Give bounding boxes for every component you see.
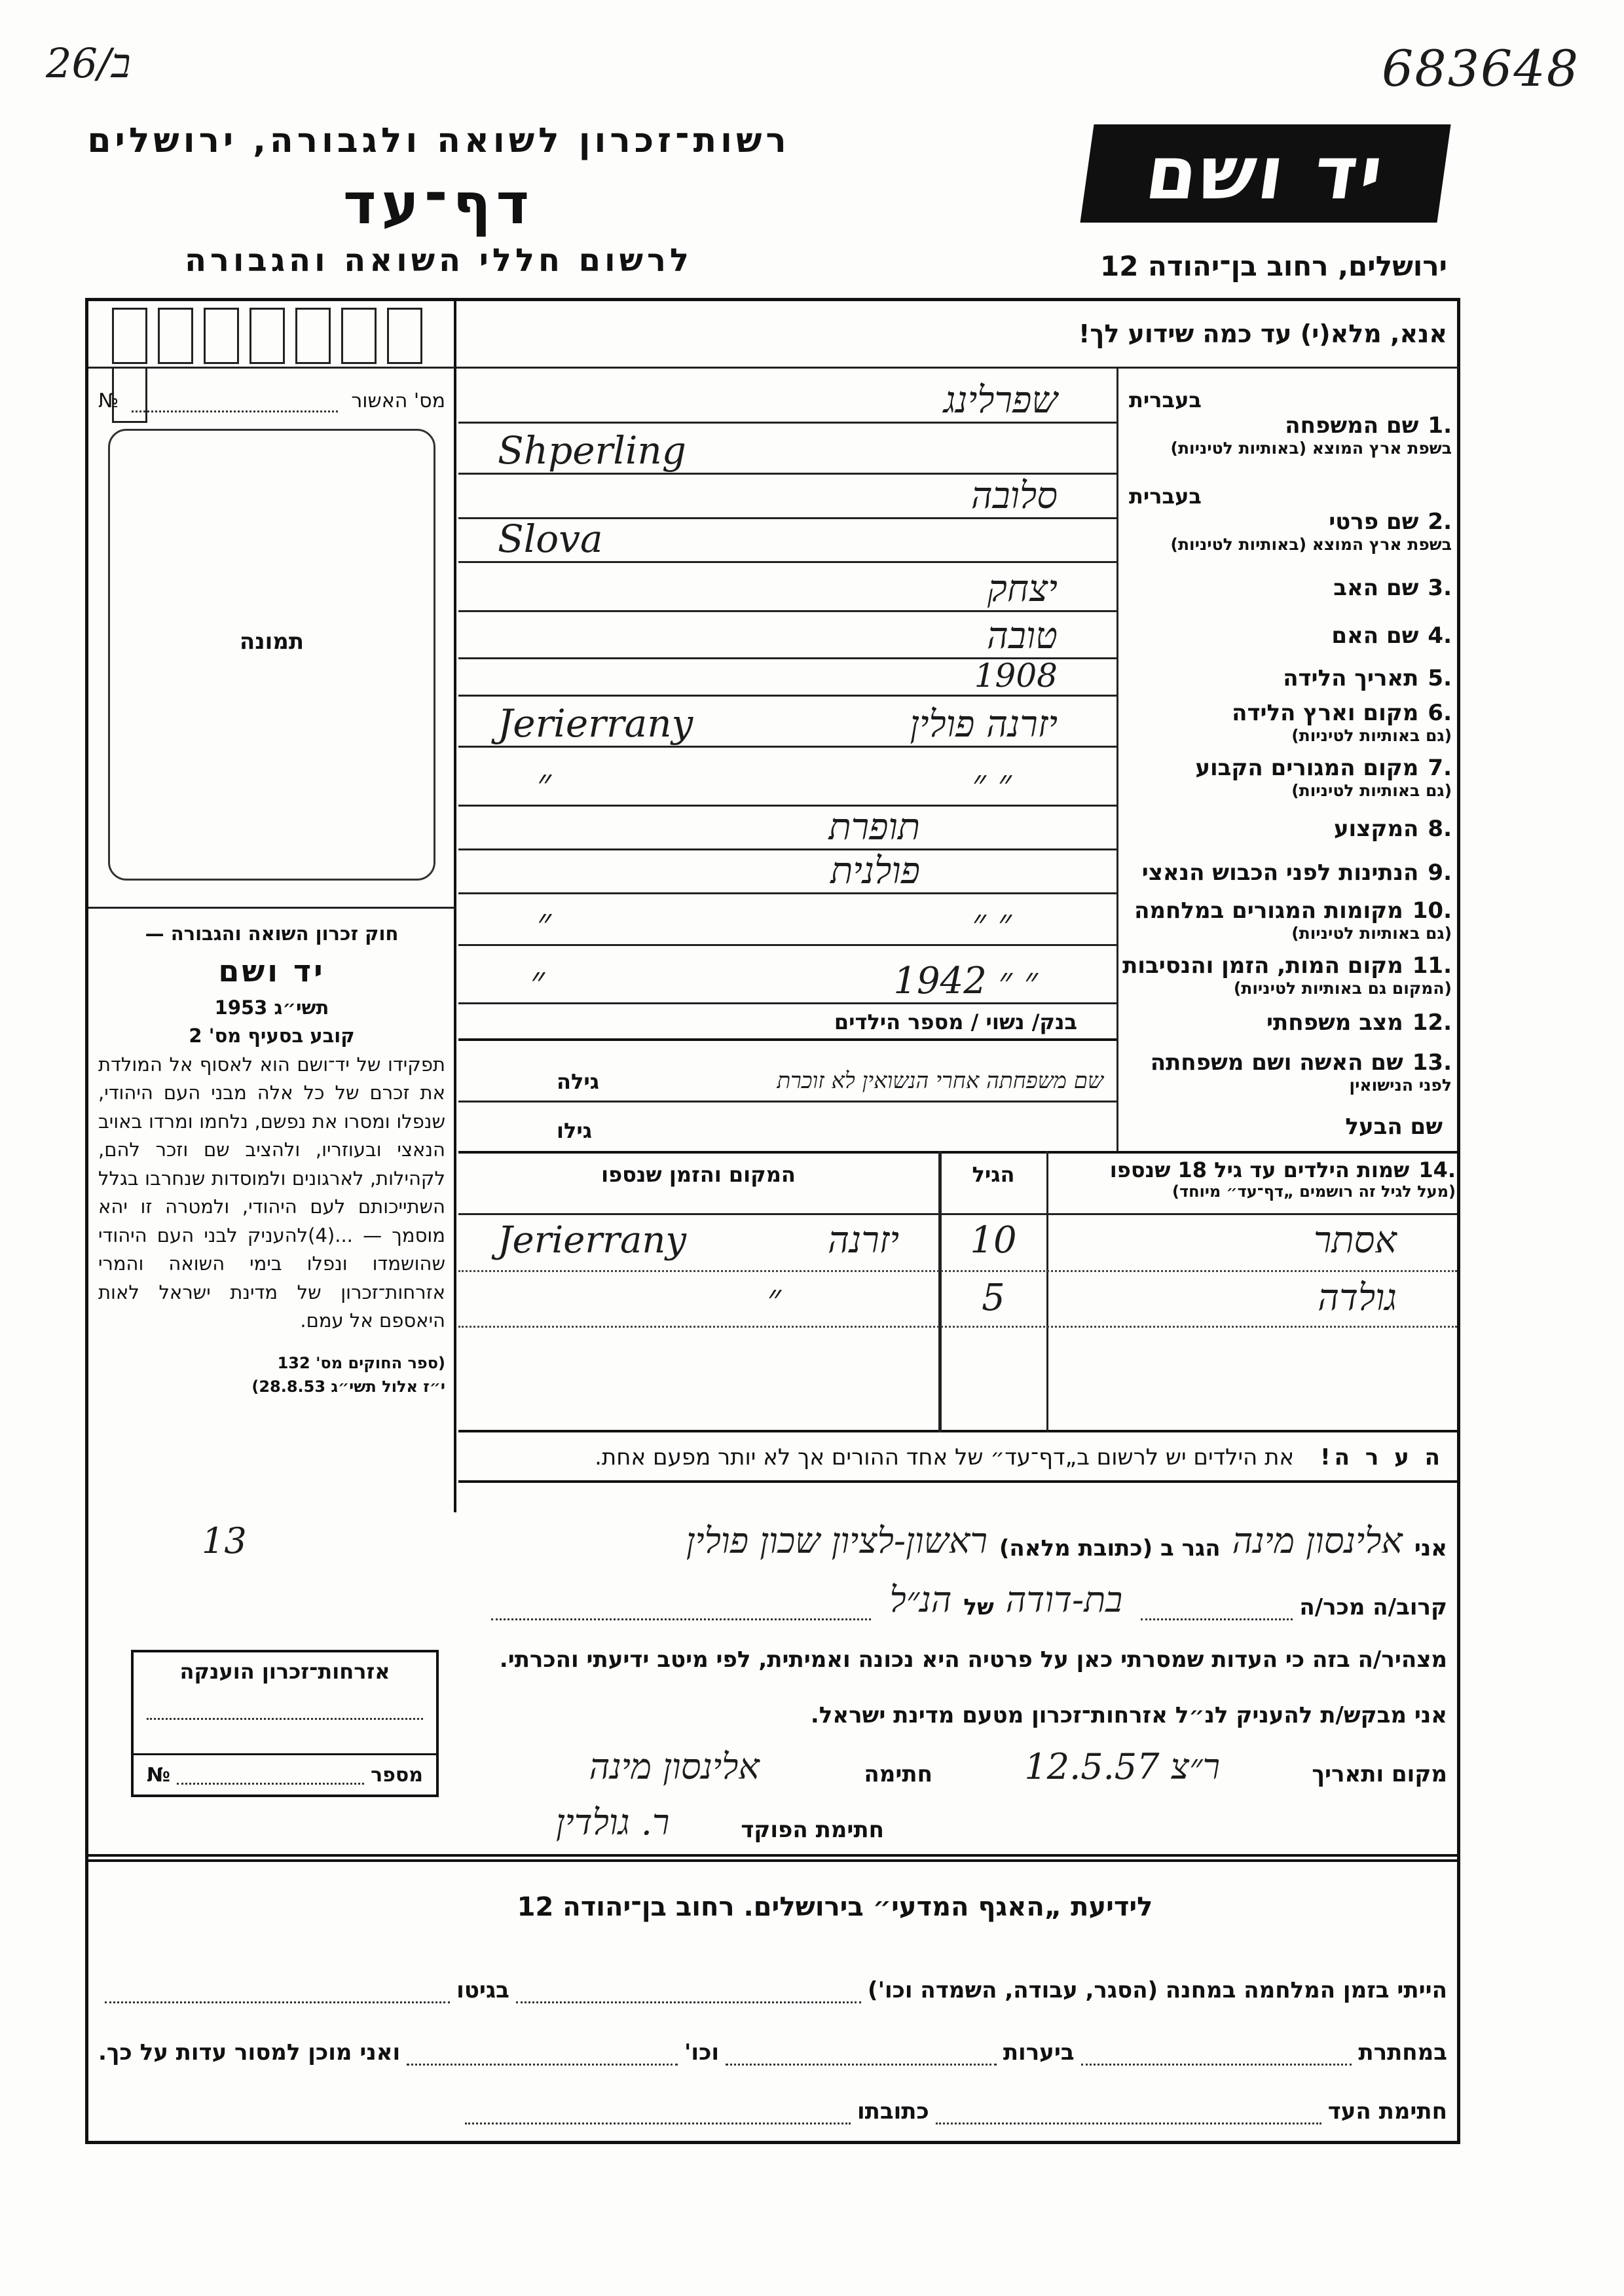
child-name: אסתר: [1313, 1219, 1397, 1262]
section-separator: [88, 1854, 1457, 1862]
witness-address: ראשון-לציון שכון פולין: [686, 1520, 987, 1561]
field-label: מצב משפחתי: [1266, 1010, 1403, 1036]
field-number: 3.: [1428, 574, 1452, 601]
field-number: 9.: [1428, 859, 1452, 886]
wartime-residence-latin-value: ״: [537, 900, 552, 944]
relation-label: קרוב/ה מכר/ה: [1299, 1594, 1447, 1620]
authority-name: רשות־זכרון לשואה ולגבורה, ירושלים: [87, 121, 790, 160]
divider: [88, 907, 455, 909]
father-name-line: [458, 563, 1116, 612]
family-name-hebrew-value: שפרלינג: [943, 379, 1058, 422]
birthplace-hebrew-value: יזרנה פולין: [910, 703, 1058, 746]
first-name-latin-line: [458, 519, 1116, 563]
officer-signature-line: [485, 1794, 884, 1843]
field-sublabel: לפני הנישואין: [1349, 1075, 1452, 1095]
permanent-residence-latin-value: ״: [537, 760, 552, 805]
dotted-fill-line: [726, 2043, 997, 2066]
field-wartime-residence-label: [1120, 894, 1457, 946]
field-number: 11.: [1412, 953, 1452, 979]
mother-name-line: [458, 612, 1116, 659]
dotted-fill-line: [936, 2102, 1321, 2124]
witness-address-label: כתובתו: [857, 2098, 929, 2124]
place-date-label: מקום ותאריך: [1312, 1761, 1447, 1787]
field-husband-name-label: [1120, 1102, 1457, 1151]
death-line: [458, 946, 1116, 1004]
field-label: מקום וארץ הלידה: [1232, 699, 1419, 726]
law-excerpt: [98, 920, 445, 1503]
declaration-signature-line: [485, 1735, 1447, 1787]
approval-number-line: [98, 380, 445, 412]
field-sublabel: (גם באותיות לטיניות): [1291, 725, 1452, 745]
wartime-residence-line: [458, 894, 1116, 946]
camp-text: הייתי בזמן המלחמה במחנה (הסגר, עבודה, השמדה וכו'): [868, 1977, 1447, 2003]
etc-label: וכו': [684, 2039, 720, 2066]
death-latin-value: ״: [530, 958, 545, 1002]
declaration-witness-line: [190, 1512, 1447, 1561]
children-place-header: המקום והזמן שנספו: [601, 1162, 796, 1187]
wartime-residence-hebrew-value: ״ ״: [972, 902, 1012, 944]
underground-label: במחתרת: [1358, 2039, 1447, 2066]
signature-label: חתימה: [864, 1761, 932, 1787]
permanent-residence-line: [458, 748, 1116, 807]
dotted-fill-line: [407, 2043, 678, 2066]
nationality-line: [458, 850, 1116, 894]
birth-date-line: [458, 659, 1116, 697]
field-number: 2.: [1428, 509, 1452, 535]
child-age: 5: [982, 1277, 1005, 1319]
note-text: את הילדים יש לרשום ב„דף־עד״ של אחד ההורים אך לא יותר מפעם אחת.: [595, 1444, 1295, 1470]
birth-date-value: 1908: [974, 657, 1058, 695]
children-names-header-sub: (מעל לגיל זה רושמים „דף־עד״ מיוחד): [1172, 1182, 1456, 1201]
children-names-header-text: שמות הילדים עד גיל 18 שנספו: [1109, 1157, 1410, 1182]
child-place-latin: Jerierrany: [498, 1219, 687, 1262]
dotted-fill-line: [147, 1698, 423, 1720]
photo-label: תמונה: [239, 629, 304, 655]
first-name-hebrew-line: [458, 475, 1116, 519]
field-number: 10.: [1412, 898, 1452, 924]
birthplace-line: [458, 697, 1116, 748]
dotted-fill-line: [1081, 2043, 1352, 2066]
law-text: תפקידו של יד־ושם הוא לאסוף אל המולדת את זכרם של כל אלה מבני העם היהודי, שנפלו ומסרו את נפשם, נלחמו ומרדו באויב הנאצי ובעוזריו, ולהציב שם וזכר להם, לקהילות, לארגונים ולמוסדות שנחרבו בגלל השתייכותם לעם היהודי, ולמטרה זו יהא מוסמך — ...(4)להעניק לבני העם היהודי שהושמדו ונפלו בימי השואה והמרי אזרחות־זכרון של מדינת ישראל לאות היאספם אל עמם.: [98, 1053, 445, 1332]
witness-address-number: 13: [202, 1520, 247, 1561]
field-label: שם פרטי: [1329, 509, 1419, 535]
dotted-fill-line: [491, 1598, 871, 1620]
officer-signature: ר. גולדין: [555, 1802, 670, 1843]
memorial-citizenship-box: [131, 1650, 439, 1797]
field-label: שם האב: [1333, 574, 1419, 601]
testify-text: ואני מוכן למסור עדות על כך.: [98, 2039, 401, 2066]
field-nationality-label: [1120, 850, 1457, 894]
officer-label: חתימת הפוקד: [741, 1817, 884, 1843]
divider: [1116, 367, 1118, 1151]
husband-name-line: [458, 1102, 1116, 1151]
field-label: הנתינות לפני הכבוש הנאצי: [1141, 859, 1419, 886]
law-clause: קובע בסעיף מס' 2: [189, 1025, 355, 1047]
field-label: מקום המות, הזמן והנסיבות: [1122, 953, 1403, 979]
children-age-header: הגיל: [972, 1162, 1015, 1187]
field-label: תאריך הלידה: [1283, 665, 1419, 691]
family-name-hebrew-line: [458, 370, 1116, 424]
father-name-value: יצחק: [987, 568, 1058, 610]
field-sublabel: (המקום גם באותיות לטיניות): [1233, 979, 1452, 998]
field-number: 5.: [1428, 665, 1452, 691]
child-place-hebrew: ״: [767, 1277, 781, 1319]
field-birth-date-label: [1120, 659, 1457, 697]
field-father-name-label: [1120, 563, 1457, 612]
field-label: שם הבעל: [1345, 1114, 1443, 1140]
field-sublabel: (גם באותיות לטיניות): [1291, 780, 1452, 800]
children-names-header: [1050, 1157, 1456, 1213]
field-label: שם המשפחה: [1285, 412, 1419, 439]
field-number: 12.: [1412, 1010, 1452, 1036]
husband-age-label: גילו: [557, 1118, 593, 1143]
photo-frame: [108, 429, 435, 881]
family-status-options: בנק/ נשוי / מספר הילדים: [834, 1010, 1077, 1034]
field-profession-label: [1120, 807, 1457, 850]
ghetto-label: בגיטו: [456, 1977, 509, 2003]
wife-age-label: גילה: [557, 1069, 600, 1094]
declaration-statement: [458, 1633, 1447, 1673]
field-number: 8.: [1428, 815, 1452, 842]
child-name: גולדה: [1318, 1277, 1397, 1319]
request-text: אני מבקש/ת להעניק לנ״ל אזרחות־זכרון מטעם מדינת ישראל.: [810, 1702, 1447, 1728]
witness-name: אלינסון מינה: [1232, 1520, 1403, 1561]
file-number: 683648: [1382, 39, 1580, 98]
witness-signature: אלינסון מינה: [589, 1746, 760, 1787]
child-place: [458, 1219, 938, 1262]
declaration-relation-line: [485, 1571, 1447, 1620]
field-label: שם האשה ושם משפחתה: [1150, 1049, 1403, 1076]
field-number: 13.: [1412, 1049, 1452, 1076]
field-birthplace-label: [1120, 697, 1457, 748]
note-title: ה ע ר ה!: [1320, 1444, 1444, 1470]
citizenship-box-title: אזרחות־זכרון הוענקה: [179, 1659, 390, 1684]
place-date-value: ר״צ 12.5.57: [1024, 1746, 1220, 1787]
header-address: ירושלים, רחוב בן־יהודה 12: [1099, 250, 1447, 282]
mother-name-value: טובה: [987, 615, 1058, 657]
field-sublabel: בשפת ארץ המוצא (באותיות לטיניות): [1170, 535, 1452, 554]
law-citation-line-2: י״ז אלול תשי״ג 28.8.53): [251, 1377, 445, 1396]
field-death-label: [1120, 946, 1457, 1004]
profession-value: תופרת: [828, 806, 920, 848]
permanent-residence-hebrew-value: ״ ״: [972, 762, 1012, 805]
witness-signature-line: [458, 2079, 1447, 2124]
first-name-hebrew-value: סלובה: [970, 475, 1058, 517]
field-family-status-label: [1120, 1004, 1457, 1041]
of-value: הנ״ל: [889, 1579, 952, 1620]
nationality-value: פולנית: [830, 850, 920, 892]
child-place: [458, 1277, 938, 1319]
declaration-request: [458, 1689, 1447, 1728]
field-mother-name-label: [1120, 612, 1457, 659]
scientific-department-title: לידיעת „האגף המדעי״ בירושלים. רחוב בן־יהודה 12: [517, 1892, 1153, 1922]
field-label: מקום המגורים הקבוע: [1195, 754, 1419, 781]
law-year: תשי״ג 1953: [214, 996, 329, 1019]
divider: [88, 367, 455, 369]
hebrew-tag: בעברית: [1129, 484, 1202, 509]
camp-line: [98, 1958, 1447, 2003]
statement-text: מצהיר/ה בזה כי העדות שמסרתי כאן על פרטיה היא נכונה ואמיתית, לפי מיטב ידיעתי והכרתי.: [499, 1647, 1447, 1673]
field-number: 14.: [1418, 1157, 1456, 1182]
family-name-latin-line: [458, 424, 1116, 475]
child-place-hebrew: יזרנה: [828, 1219, 899, 1262]
law-citation-line-1: (ספר החוקים מס' 132: [277, 1353, 445, 1372]
underground-line: [98, 2020, 1447, 2066]
forests-label: ביערות: [1003, 2039, 1075, 2066]
address-label: הגר ב (כתובת מלאה): [999, 1535, 1221, 1561]
field-wife-name-label: [1120, 1041, 1457, 1102]
dotted-fill-line: [465, 2102, 851, 2124]
law-institution-name: יד ושם: [218, 953, 325, 989]
i-label: אני: [1414, 1535, 1447, 1561]
dotted-fill-line: [516, 1981, 861, 2003]
field-label: המקצוע: [1333, 815, 1419, 842]
profession-line: [458, 807, 1116, 850]
hebrew-tag: בעברית: [1129, 387, 1202, 412]
death-hebrew-value: ״ ״ 1942: [893, 960, 1038, 1002]
dotted-fill-line: [1141, 1598, 1293, 1620]
family-name-latin-value: Shperling: [498, 428, 686, 473]
law-heading: חוק זכרון השואה והגבורה —: [145, 922, 399, 945]
number-sign: №: [147, 1763, 171, 1787]
field-number: 4.: [1428, 623, 1452, 649]
divider: [455, 367, 1459, 369]
corner-handwritten-note: 26/ב: [46, 39, 131, 87]
field-sublabel: בשפת ארץ המוצא (באותיות לטיניות): [1170, 438, 1452, 458]
dotted-fill-line: [132, 393, 338, 412]
yad-vashem-logo: יד ושם: [1080, 124, 1450, 223]
approval-label: מס' האשור: [351, 390, 445, 412]
field-permanent-residence-label: [1120, 748, 1457, 807]
fill-instruction: אנא, מלא(י) עד כמה שידוע לך!: [1079, 319, 1447, 348]
wife-name-line: [458, 1041, 1116, 1102]
relation-value: בת-דודה: [1005, 1579, 1123, 1620]
dotted-fill-line: [177, 1765, 364, 1785]
field-label: מקומות המגורים במלחמה: [1134, 898, 1403, 924]
number-sign: №: [98, 390, 119, 412]
birthplace-latin-value: Jerierrany: [498, 701, 693, 746]
field-number: 7.: [1428, 754, 1452, 781]
witness-signature-label: חתימת העד: [1327, 2098, 1447, 2124]
field-family-name-label: [1120, 370, 1457, 475]
first-name-latin-value: Slova: [498, 517, 603, 561]
children-note: [458, 1434, 1457, 1483]
dotted-fill-line: [105, 1981, 450, 2003]
form-title: דף־עד: [342, 172, 535, 237]
child-age: 10: [970, 1219, 1017, 1262]
family-status-line: [458, 1004, 1116, 1041]
field-label: שם האם: [1331, 623, 1419, 649]
of-label: של: [963, 1594, 994, 1620]
field-number: 6.: [1428, 699, 1452, 726]
wife-name-value: שם משפחתה אחרי הנשואין לא זוכרת: [777, 1068, 1103, 1094]
field-first-name-label: [1120, 475, 1457, 563]
citizenship-number-label: מספר: [371, 1763, 423, 1787]
form-subtitle: לרשום חללי השואה והגבורה: [185, 242, 693, 279]
field-sublabel: (גם באותיות לטיניות): [1291, 924, 1452, 943]
field-number: 1.: [1428, 412, 1452, 439]
citizenship-number-row: [134, 1753, 436, 1795]
